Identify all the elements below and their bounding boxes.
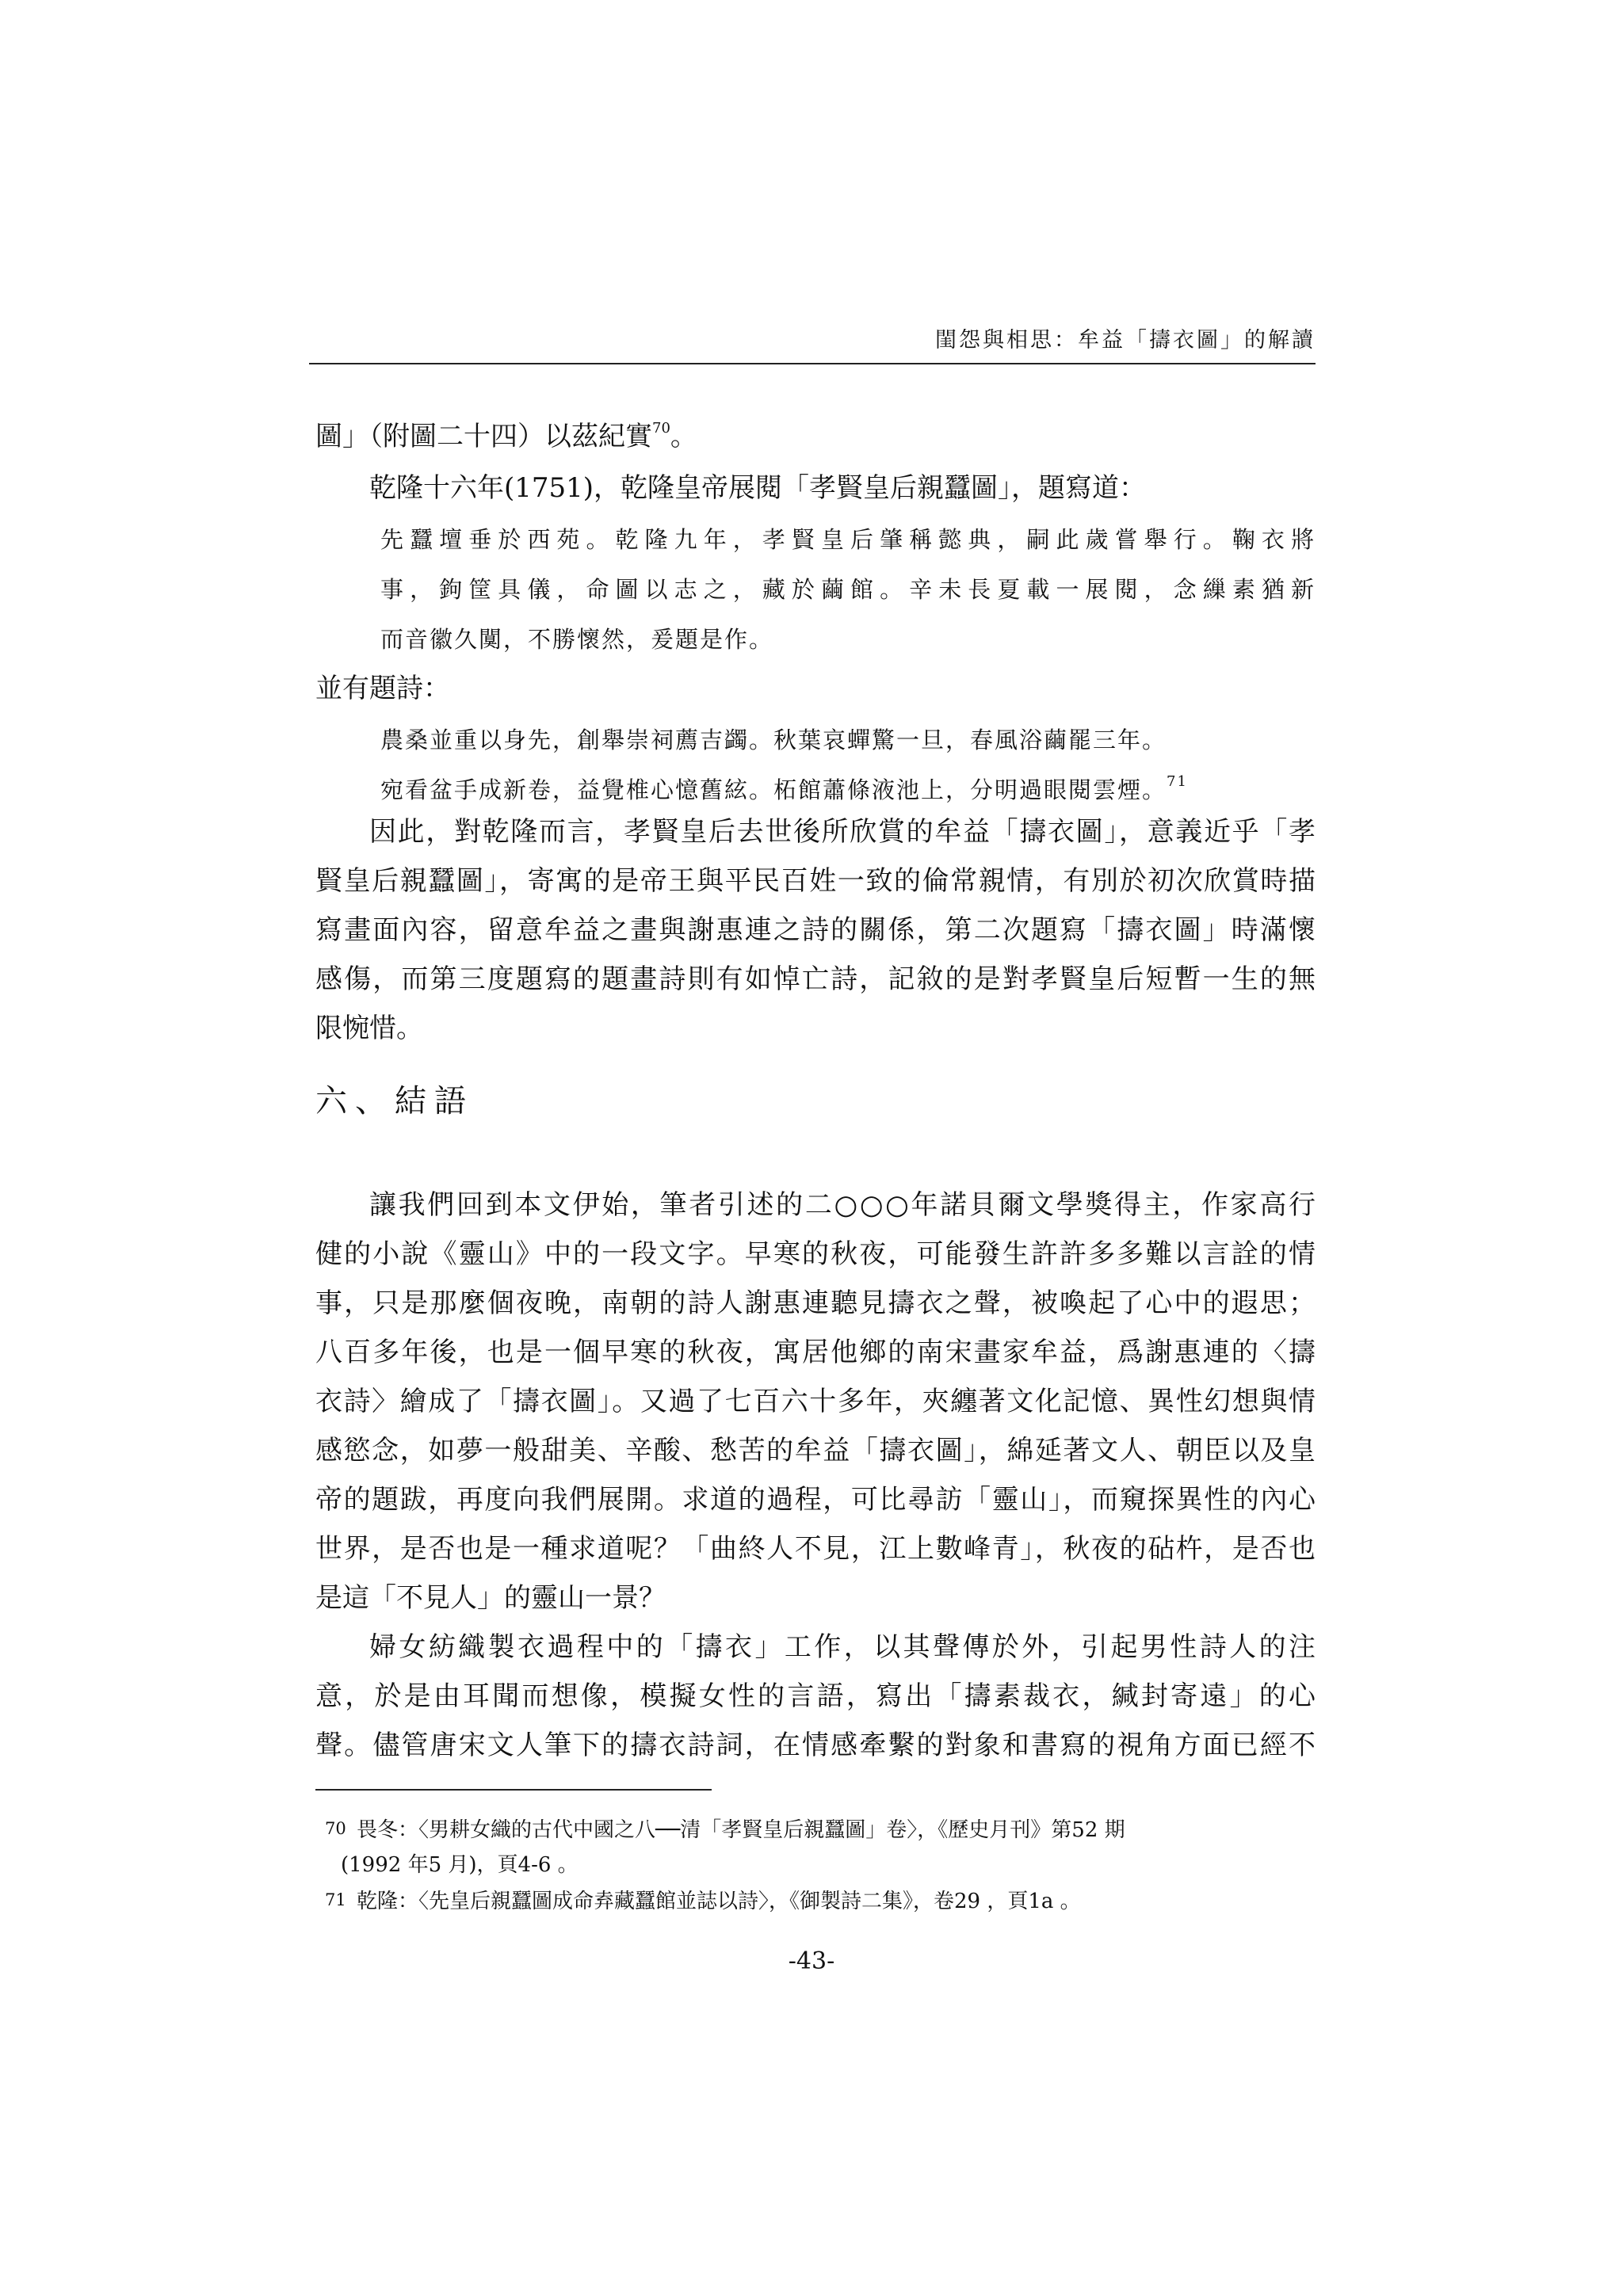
quote-line: 先蠶壇垂於西苑。乾隆九年，孝賢皇后肇稱懿典，嗣此歲嘗舉行。鞠衣將 bbox=[380, 526, 1316, 553]
footnote-ref-71[interactable]: 71 bbox=[1167, 773, 1188, 791]
body-line: 感慾念，如夢一般甜美、辛酸、愁苦的牟益「擣衣圖」，綿延著文人、朝臣以及皇 bbox=[315, 1435, 1316, 1466]
footnote-line: 畏冬：〈男耕女織的古代中國之八──清「孝賢皇后親蠶圖」卷〉，《歷史月刊》第52 期 bbox=[357, 1818, 1125, 1842]
page-number: -43- bbox=[788, 1947, 835, 1975]
body-line: 感傷，而第三度題寫的題畫詩則有如悼亡詩，記敘的是對孝賢皇后短暫一生的無 bbox=[315, 963, 1316, 995]
header-rule bbox=[309, 363, 1316, 364]
section-heading: 六、結語 bbox=[315, 1083, 474, 1119]
footnote-ref-70[interactable]: 70 bbox=[652, 419, 670, 437]
body-line: 限惋惜。 bbox=[315, 1013, 423, 1044]
quote-line: 事，鉤筐具儀，命圖以志之，藏於繭館。辛未長夏載一展閱，念繅素猶新 bbox=[380, 576, 1316, 603]
body-line: 意，於是由耳聞而想像，模擬女性的言語，寫出「擣素裁衣，緘封寄遠」的心 bbox=[315, 1680, 1316, 1712]
body-line: 八百多年後，也是一個早寒的秋夜，寓居他鄉的南宋畫家牟益，爲謝惠連的〈擣 bbox=[315, 1337, 1316, 1368]
poem-line: 宛看盆手成新卷，益覺椎心憶舊絃。柘館蕭條液池上，分明過眼閱雲煙。$^{71}$ bbox=[380, 773, 1188, 803]
body-line: 世界，是否也是一種求道呢？「曲終人不見，江上數峰青」，秋夜的砧杵，是否也 bbox=[315, 1533, 1316, 1565]
poem-line: 農桑並重以身先，創舉崇祠薦吉蠲。秋葉哀蟬驚一旦，春風浴繭罷三年。 bbox=[380, 727, 1167, 753]
body-line: 讓我們回到本文伊始，筆者引述的二○○○年諾貝爾文學獎得主，作家高行 bbox=[369, 1189, 1316, 1221]
body-line: 寫畫面內容，留意牟益之畫與謝惠連之詩的關係，第二次題寫「擣衣圖」時滿懷 bbox=[315, 914, 1316, 946]
footnote-line: 乾隆：〈先皇后親蠶圖成命弆藏蠶館並誌以詩〉，《御製詩二集》，卷29 ，頁1a 。 bbox=[357, 1890, 1081, 1913]
body-line: 健的小說《靈山》中的一段文字。早寒的秋夜，可能發生許許多多難以言詮的情 bbox=[315, 1238, 1316, 1270]
running-header: 閨怨與相思：牟益「擣衣圖」的解讀 bbox=[935, 328, 1316, 353]
body-line: 衣詩〉繪成了「擣衣圖」。又過了七百六十多年，夾纏著文化記憶、異性幻想與情 bbox=[315, 1386, 1316, 1417]
footnote-number: 70 bbox=[325, 1819, 346, 1838]
quote-line: 而音徽久闃，不勝懷然，爰題是作。 bbox=[380, 626, 774, 653]
body-line: 是這「不見人」的靈山一景？ bbox=[315, 1582, 666, 1614]
body-line: 婦女紡織製衣過程中的「擣衣」工作，以其聲傳於外，引起男性詩人的注 bbox=[369, 1631, 1316, 1663]
body-line: 因此，對乾隆而言，孝賢皇后去世後所欣賞的牟益「擣衣圖」，意義近乎「孝 bbox=[369, 816, 1316, 848]
body-line: 賢皇后親蠶圖」，寄寓的是帝王與平民百姓一致的倫常親情，有別於初次欣賞時描 bbox=[315, 865, 1316, 897]
body-line: 聲。儘管唐宋文人筆下的擣衣詩詞，在情感牽繫的對象和書寫的視角方面已經不 bbox=[315, 1730, 1316, 1761]
footnote-rule bbox=[315, 1789, 712, 1791]
paragraph-intro-quote: 乾隆十六年(1751)，乾隆皇帝展閱「孝賢皇后親蠶圖」，題寫道： bbox=[369, 472, 1147, 504]
footnote-line: (1992 年5 月)，頁4-6 。 bbox=[341, 1853, 579, 1877]
body-line: 事，只是那麼個夜晚，南朝的詩人謝惠連聽見擣衣之聲，被喚起了心中的遐思； bbox=[315, 1287, 1316, 1319]
body-line: 帝的題跋，再度向我們展開。求道的過程，可比尋訪「靈山」，而窺探異性的內心 bbox=[315, 1484, 1316, 1516]
paragraph-continuation: 圖」（附圖二十四）以茲紀實$^{70}$。 bbox=[315, 419, 697, 452]
paragraph-poem-intro: 並有題詩： bbox=[315, 673, 450, 704]
footnote-number: 71 bbox=[325, 1890, 346, 1909]
